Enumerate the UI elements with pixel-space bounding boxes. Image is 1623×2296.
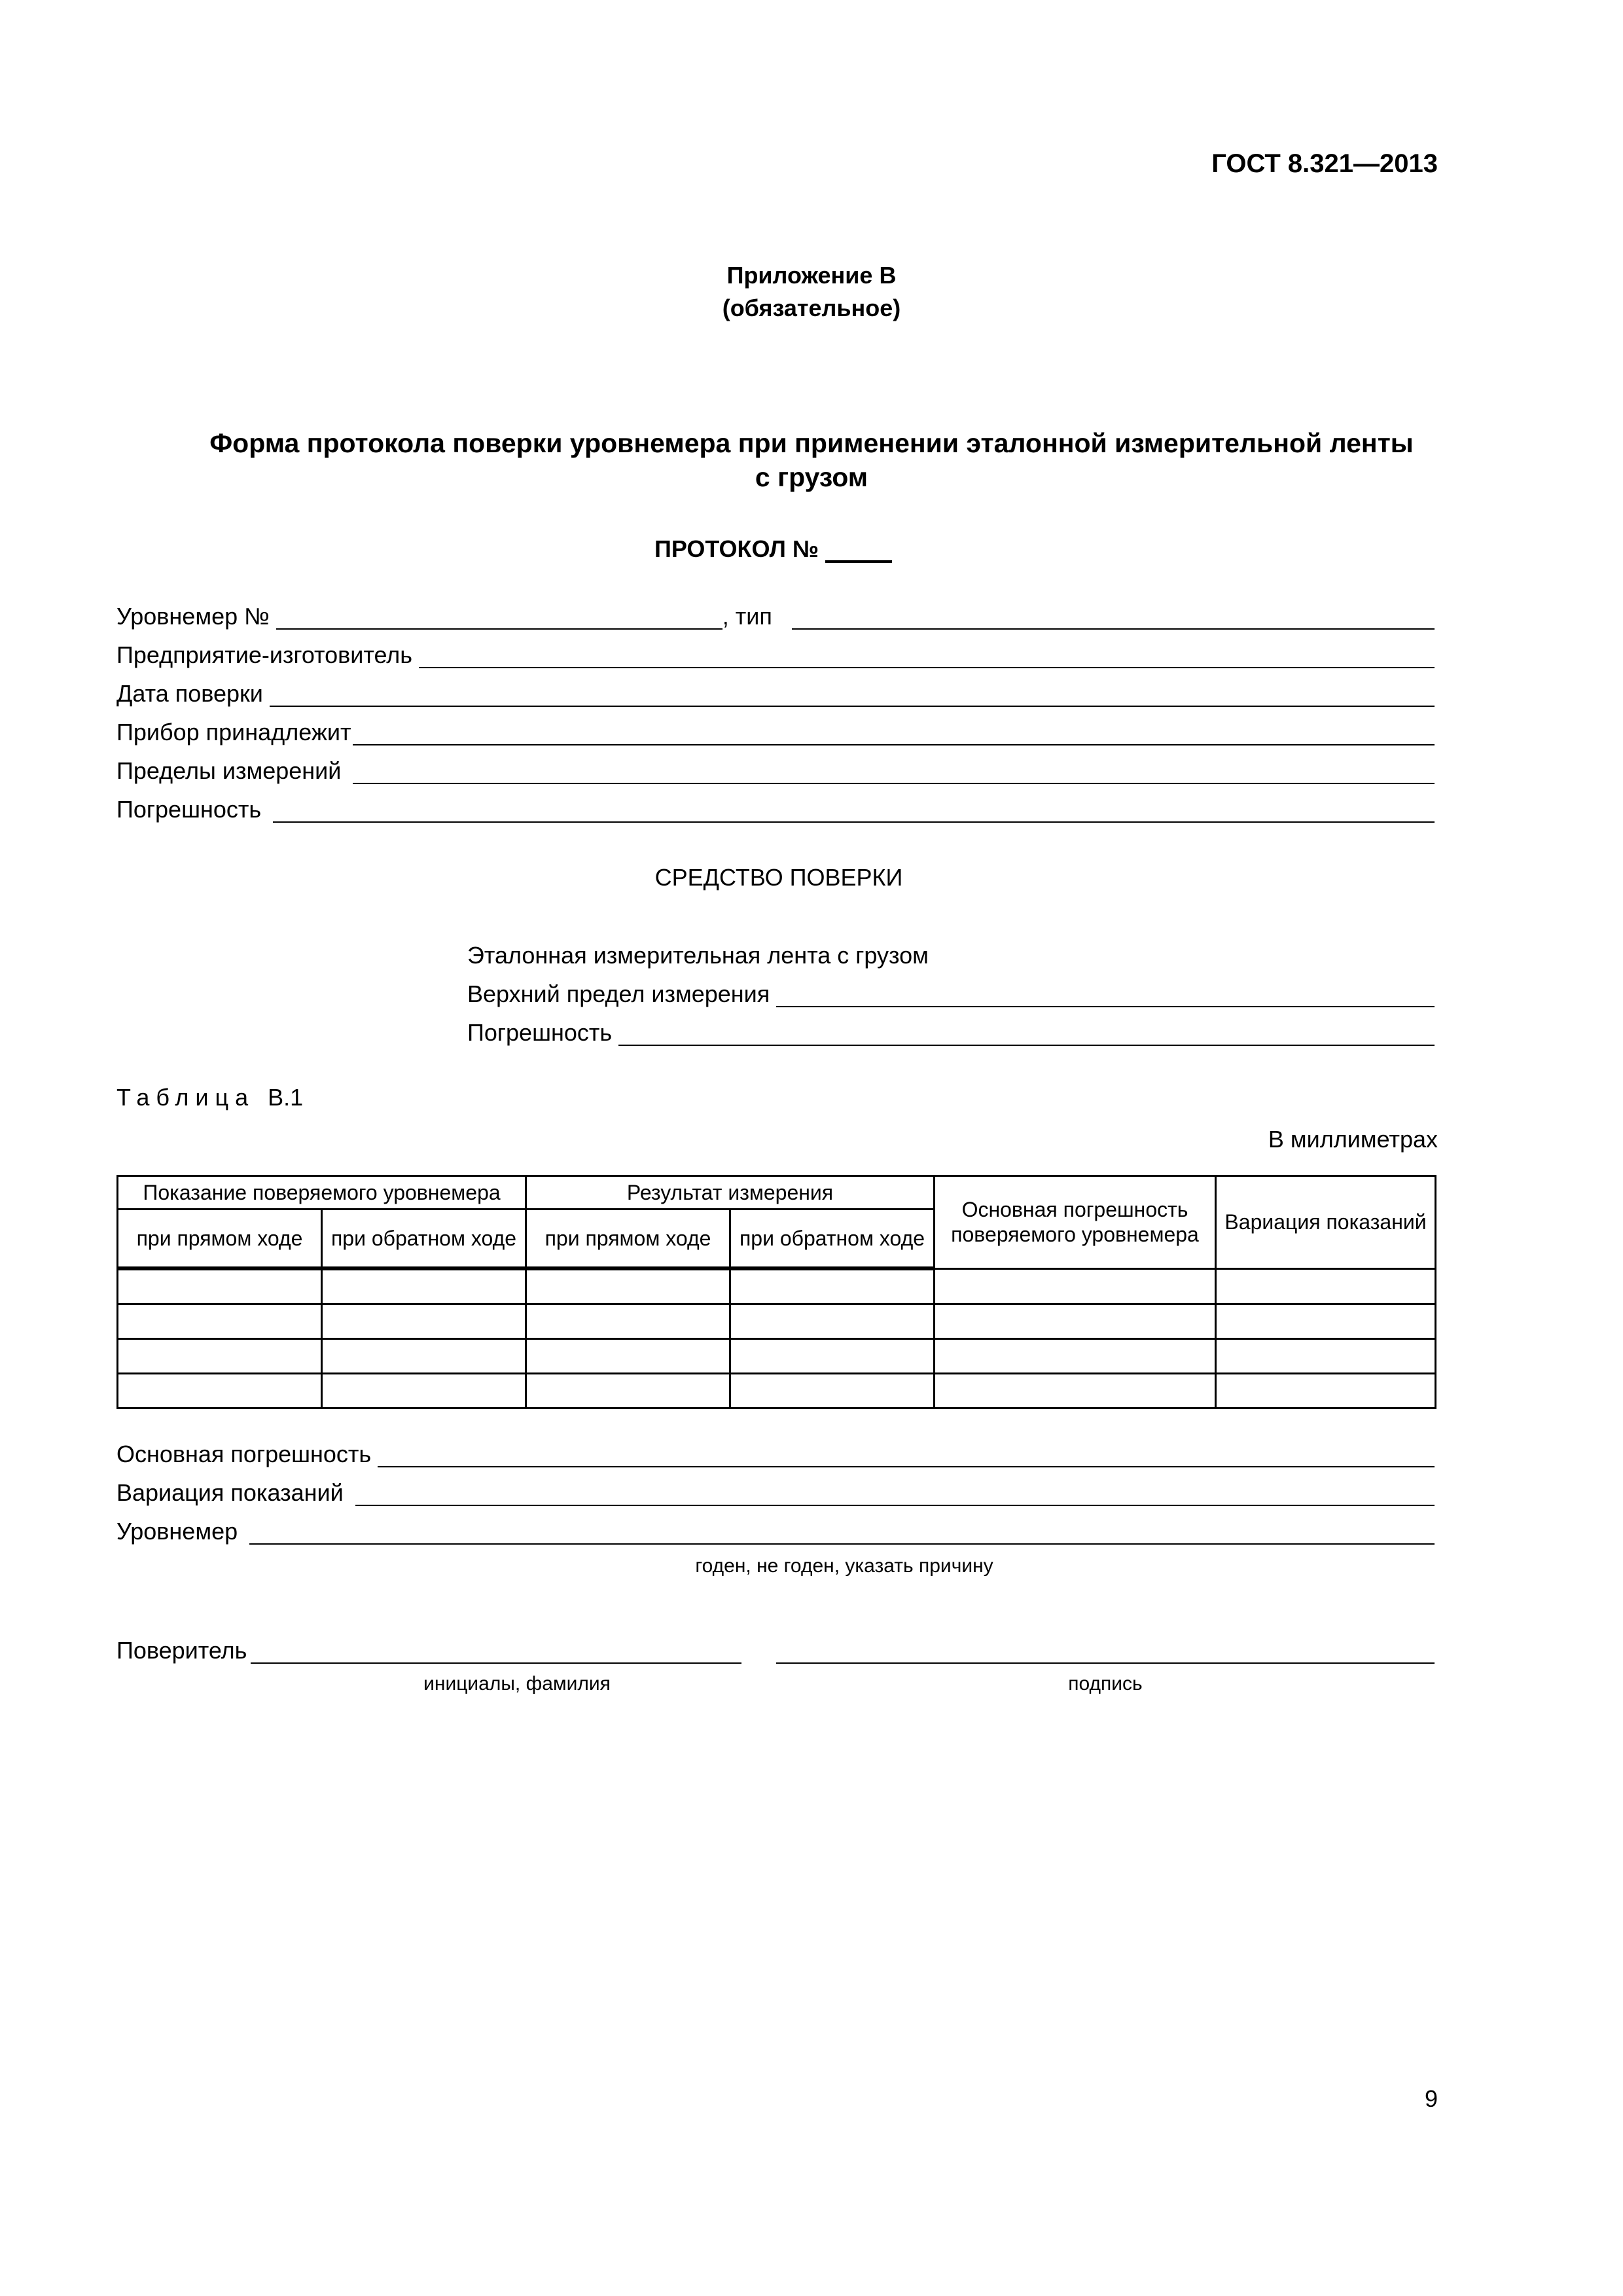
type-label: , тип [722,603,772,630]
header-basic-error: Основная погрешность поверяемого уровнемера [935,1176,1216,1269]
error-field[interactable] [273,799,1435,823]
error-row [116,793,1435,823]
table-cell[interactable] [1216,1374,1436,1408]
protocol-label: ПРОТОКОЛ № [654,535,819,562]
header-reading-reverse: при обратном ходе [322,1210,526,1269]
table-cell[interactable] [1216,1339,1436,1374]
date-row [116,677,1435,707]
results-table-body [118,1268,1436,1408]
annex-status: (обязательное) [722,295,901,321]
means-error-row [467,1016,1435,1046]
owner-row [116,715,1435,745]
initials-hint: инициалы, фамилия [423,1673,611,1695]
range-label: Пределы измерений [116,757,342,784]
owner-field[interactable] [353,722,1435,745]
table-cell[interactable] [1216,1304,1436,1339]
header-result-forward: при прямом ходе [526,1210,730,1269]
level-gauge-label: Уровнемер [116,1518,238,1545]
verdict-row [116,1515,1435,1545]
basic-error-row [116,1437,1435,1467]
results-table [116,1175,1436,1409]
table-cell[interactable] [118,1339,322,1374]
range-field[interactable] [353,761,1435,784]
manufacturer-row [116,638,1435,668]
upper-limit-row [467,977,1435,1007]
table-cell[interactable] [526,1304,730,1339]
header-gauge-reading: Показание поверяемого уровнемера [118,1176,526,1210]
table-cell[interactable] [322,1304,526,1339]
verification-means-heading: СРЕДСТВО ПОВЕРКИ [654,864,903,891]
level-gauge-row [116,600,1435,630]
header-result-reverse: при обратном ходе [730,1210,935,1269]
level-gauge-no-label: Уровнемер № [116,603,270,630]
means-error-field[interactable] [618,1022,1435,1046]
tape-row [467,939,1435,969]
table-cell[interactable] [730,1339,935,1374]
signature-field[interactable] [776,1640,1435,1664]
verifier-name-field[interactable] [251,1640,741,1664]
table-cell[interactable] [526,1374,730,1408]
table-cell[interactable] [730,1374,935,1408]
manufacturer-field[interactable] [419,645,1435,668]
upper-limit-field[interactable] [776,984,1435,1007]
table-cell[interactable] [730,1268,935,1304]
error-label: Погрешность [116,796,262,823]
signature-hint: подпись [1068,1673,1143,1695]
table-cell[interactable] [322,1374,526,1408]
table-cell[interactable] [322,1339,526,1374]
header-measurement-result: Результат измерения [526,1176,935,1210]
table-cell[interactable] [526,1339,730,1374]
table-cell[interactable] [935,1339,1216,1374]
table-cell[interactable] [118,1374,322,1408]
variation-field[interactable] [355,1482,1435,1506]
verifier-row [116,1634,741,1664]
verification-date-label: Дата поверки [116,680,263,707]
signature-row [776,1634,1435,1664]
table-cell[interactable] [935,1374,1216,1408]
verification-date-field[interactable] [270,683,1435,707]
document-code: ГОСТ 8.321—2013 [1211,149,1438,178]
range-row [116,754,1435,784]
table-cell[interactable] [730,1304,935,1339]
verifier-label: Поверитель [116,1637,247,1664]
variation-label: Вариация показаний [116,1479,344,1506]
table-row [118,1339,1436,1374]
verdict-hint: годен, не годен, указать причину [695,1555,993,1577]
table-cell[interactable] [118,1304,322,1339]
table-label [116,1084,303,1111]
table-row [118,1374,1436,1408]
upper-limit-label: Верхний предел измерения [467,980,770,1007]
table-cell[interactable] [935,1268,1216,1304]
protocol-heading [654,535,892,563]
table-label-number: В.1 [268,1084,304,1111]
table-label-word: Таблица [116,1084,255,1111]
header-reading-forward: при прямом ходе [118,1210,322,1269]
annex-title: Приложение В [726,262,897,289]
manufacturer-label: Предприятие-изготовитель [116,641,413,668]
table-cell[interactable] [935,1304,1216,1339]
header-variation: Вариация показаний [1216,1176,1436,1269]
type-field[interactable] [792,606,1435,630]
protocol-number-field[interactable] [825,537,892,563]
verdict-field[interactable] [249,1521,1435,1545]
basic-error-field[interactable] [378,1444,1435,1467]
tape-label: Эталонная измерительная лента с грузом [467,942,929,969]
basic-error-label: Основная погрешность [116,1441,372,1467]
form-title-line2: с грузом [755,462,868,492]
table-units: В миллиметрах [1268,1126,1438,1153]
table-row [118,1268,1436,1304]
level-gauge-no-field[interactable] [276,606,722,630]
table-cell[interactable] [322,1268,526,1304]
table-cell[interactable] [526,1268,730,1304]
means-error-label: Погрешность [467,1019,613,1046]
form-title-line1: Форма протокола поверки уровнемера при применении эталонной измерительной ленты [209,428,1414,458]
page-number: 9 [1424,2085,1438,2112]
variation-row [116,1476,1435,1506]
table-row [118,1304,1436,1339]
table-cell[interactable] [1216,1268,1436,1304]
table-cell[interactable] [118,1268,322,1304]
owner-label: Прибор принадлежит [116,719,351,745]
